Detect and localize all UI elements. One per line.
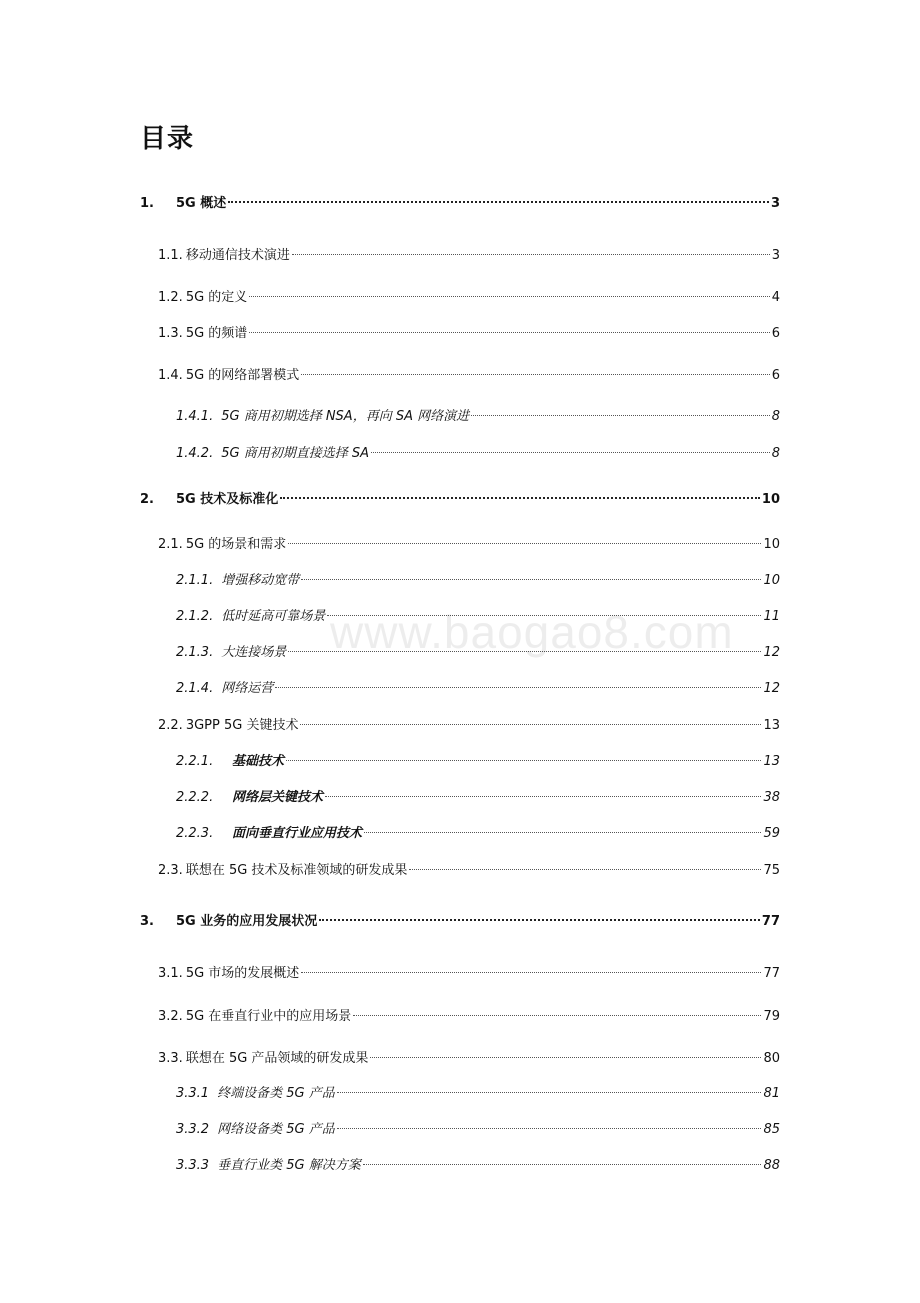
toc-page: 12 [763, 681, 780, 696]
toc-number: 3.2. [158, 1009, 183, 1024]
toc-entry-3-3-3[interactable] [176, 1156, 780, 1176]
toc-page: 3 [771, 248, 780, 263]
toc-entry-3-3-2[interactable] [176, 1120, 780, 1140]
toc-number: 2.2.3. [176, 826, 214, 841]
toc-number: 2.1.2. [176, 609, 214, 624]
toc-label: 面向垂直行业应用技术 [232, 826, 363, 841]
toc-entry-3-3-1[interactable] [176, 1084, 780, 1104]
toc-page: 8 [771, 409, 780, 424]
dot-leader [325, 796, 761, 797]
toc-entry-1-4[interactable] [158, 366, 780, 386]
toc-entry-1-2[interactable] [158, 288, 780, 308]
toc-page: 79 [763, 1009, 780, 1024]
toc-label: 增强移动宽带 [221, 573, 300, 588]
toc-page: 10 [763, 537, 780, 552]
toc-label: 大连接场景 [221, 645, 287, 660]
toc-number: 1.1. [158, 248, 183, 263]
toc-label: 基础技术 [232, 754, 285, 769]
toc-entry-3[interactable] [140, 912, 780, 932]
toc-label: 5G 商用初期选择 NSA，再向 SA 网络演进 [221, 409, 470, 424]
toc-entry-1-4-2[interactable] [176, 444, 780, 464]
toc-page: 13 [763, 754, 780, 769]
toc-entry-2-2-2[interactable] [176, 788, 780, 808]
toc-label: 5G 的频谱 [185, 326, 248, 341]
dot-leader [301, 374, 769, 375]
toc-entry-2-1-4[interactable] [176, 679, 780, 699]
toc-number: 1.4.1. [176, 409, 214, 424]
watermark: www.baogao8.com [330, 606, 734, 658]
toc-page: 10 [761, 492, 780, 507]
toc-number: 2.1.1. [176, 573, 214, 588]
toc-number: 1. [140, 196, 154, 211]
dot-leader [288, 543, 761, 544]
dot-leader [371, 452, 770, 453]
dot-leader [319, 919, 760, 921]
toc-label: 网络层关键技术 [232, 790, 324, 805]
dot-leader [300, 724, 761, 725]
toc-page: 77 [763, 966, 780, 981]
toc-label: 5G 技术及标准化 [176, 492, 279, 507]
toc-number: 3.3. [158, 1051, 183, 1066]
toc-number: 1.4.2. [176, 446, 214, 461]
dot-leader [292, 254, 770, 255]
toc-number: 3.1. [158, 966, 183, 981]
toc-number: 1.2. [158, 290, 183, 305]
toc-label: 移动通信技术演进 [185, 248, 290, 263]
toc-label: 联想在 5G 产品领域的研发成果 [185, 1051, 369, 1066]
dot-leader [353, 1015, 761, 1016]
toc-label: 5G 的场景和需求 [185, 537, 287, 552]
toc-label: 网络设备类 5G 产品 [217, 1122, 335, 1137]
toc-label: 联想在 5G 技术及标准领域的研发成果 [185, 863, 408, 878]
toc-page: 10 [763, 573, 780, 588]
toc-number: 2.2.2. [176, 790, 214, 805]
toc-label: 终端设备类 5G 产品 [217, 1086, 335, 1101]
toc-label: 网络运营 [221, 681, 274, 696]
toc-entry-3-2[interactable] [158, 1007, 780, 1027]
toc-label: 5G 市场的发展概述 [185, 966, 300, 981]
toc-page: 6 [771, 368, 780, 383]
dot-leader [471, 415, 770, 416]
toc-entry-2-2-1[interactable] [176, 752, 780, 772]
toc-label: 低时延高可靠场景 [221, 609, 326, 624]
toc-page: 6 [771, 326, 780, 341]
toc-number: 2.3. [158, 863, 183, 878]
toc-page: 4 [771, 290, 780, 305]
dot-leader [249, 296, 769, 297]
toc-page: 77 [761, 914, 780, 929]
toc-entry-1-3[interactable] [158, 324, 780, 344]
toc-entry-1[interactable] [140, 194, 780, 214]
toc-number: 1.4. [158, 368, 183, 383]
dot-leader [370, 1057, 761, 1058]
toc-number: 3.3.2 [176, 1122, 210, 1137]
toc-number: 2. [140, 492, 154, 507]
toc-page: 8 [771, 446, 780, 461]
toc-label: 5G 业务的应用发展状况 [176, 914, 318, 929]
dot-leader [280, 497, 760, 499]
toc-number: 2.1. [158, 537, 183, 552]
dot-leader [301, 579, 761, 580]
dot-leader [301, 972, 761, 973]
dot-leader [228, 201, 769, 203]
toc-number: 3.3.3 [176, 1158, 210, 1173]
toc-page: 59 [763, 826, 780, 841]
dot-leader [363, 1164, 762, 1165]
toc-label: 5G 概述 [176, 196, 227, 211]
toc-label: 3GPP 5G 关键技术 [185, 718, 299, 733]
dot-leader [337, 1128, 762, 1129]
dot-leader [337, 1092, 762, 1093]
toc-page: 13 [763, 718, 780, 733]
toc-entry-2-2[interactable] [158, 716, 780, 736]
toc-number: 2.1.3. [176, 645, 214, 660]
page-title: 目录 [140, 124, 195, 154]
toc-number: 2.1.4. [176, 681, 214, 696]
toc-entry-2-2-3[interactable] [176, 824, 780, 844]
toc-label: 5G 商用初期直接选择 SA [221, 446, 369, 461]
dot-leader [364, 832, 761, 833]
toc-page: 38 [763, 790, 780, 805]
toc-page: 11 [763, 609, 780, 624]
dot-leader [409, 869, 761, 870]
toc-entry-2[interactable] [140, 490, 780, 510]
toc-page: 75 [763, 863, 780, 878]
toc-number: 1.3. [158, 326, 183, 341]
toc-page: 80 [763, 1051, 780, 1066]
toc-page: 85 [763, 1122, 780, 1137]
toc-entry-2-1[interactable] [158, 535, 780, 555]
toc-page: 81 [763, 1086, 780, 1101]
toc-entry-3-3[interactable] [158, 1049, 780, 1069]
toc-label: 5G 的网络部署模式 [185, 368, 300, 383]
dot-leader [275, 687, 761, 688]
toc-page: 3 [770, 196, 780, 211]
toc-number: 3.3.1 [176, 1086, 210, 1101]
toc-entry-2-3[interactable] [158, 861, 780, 881]
toc-label: 5G 在垂直行业中的应用场景 [185, 1009, 352, 1024]
toc-entry-2-1-1[interactable] [176, 571, 780, 591]
toc-label: 垂直行业类 5G 解决方案 [217, 1158, 361, 1173]
toc-entry-3-1[interactable] [158, 964, 780, 984]
dot-leader [286, 760, 761, 761]
toc-number: 2.2. [158, 718, 183, 733]
toc-page: 12 [763, 645, 780, 660]
toc-label: 5G 的定义 [185, 290, 248, 305]
toc-number: 2.2.1. [176, 754, 214, 769]
dot-leader [249, 332, 769, 333]
toc-number: 3. [140, 914, 154, 929]
toc-entry-1-1[interactable] [158, 246, 780, 266]
toc-entry-1-4-1[interactable] [176, 407, 780, 427]
toc-page: 88 [763, 1158, 780, 1173]
